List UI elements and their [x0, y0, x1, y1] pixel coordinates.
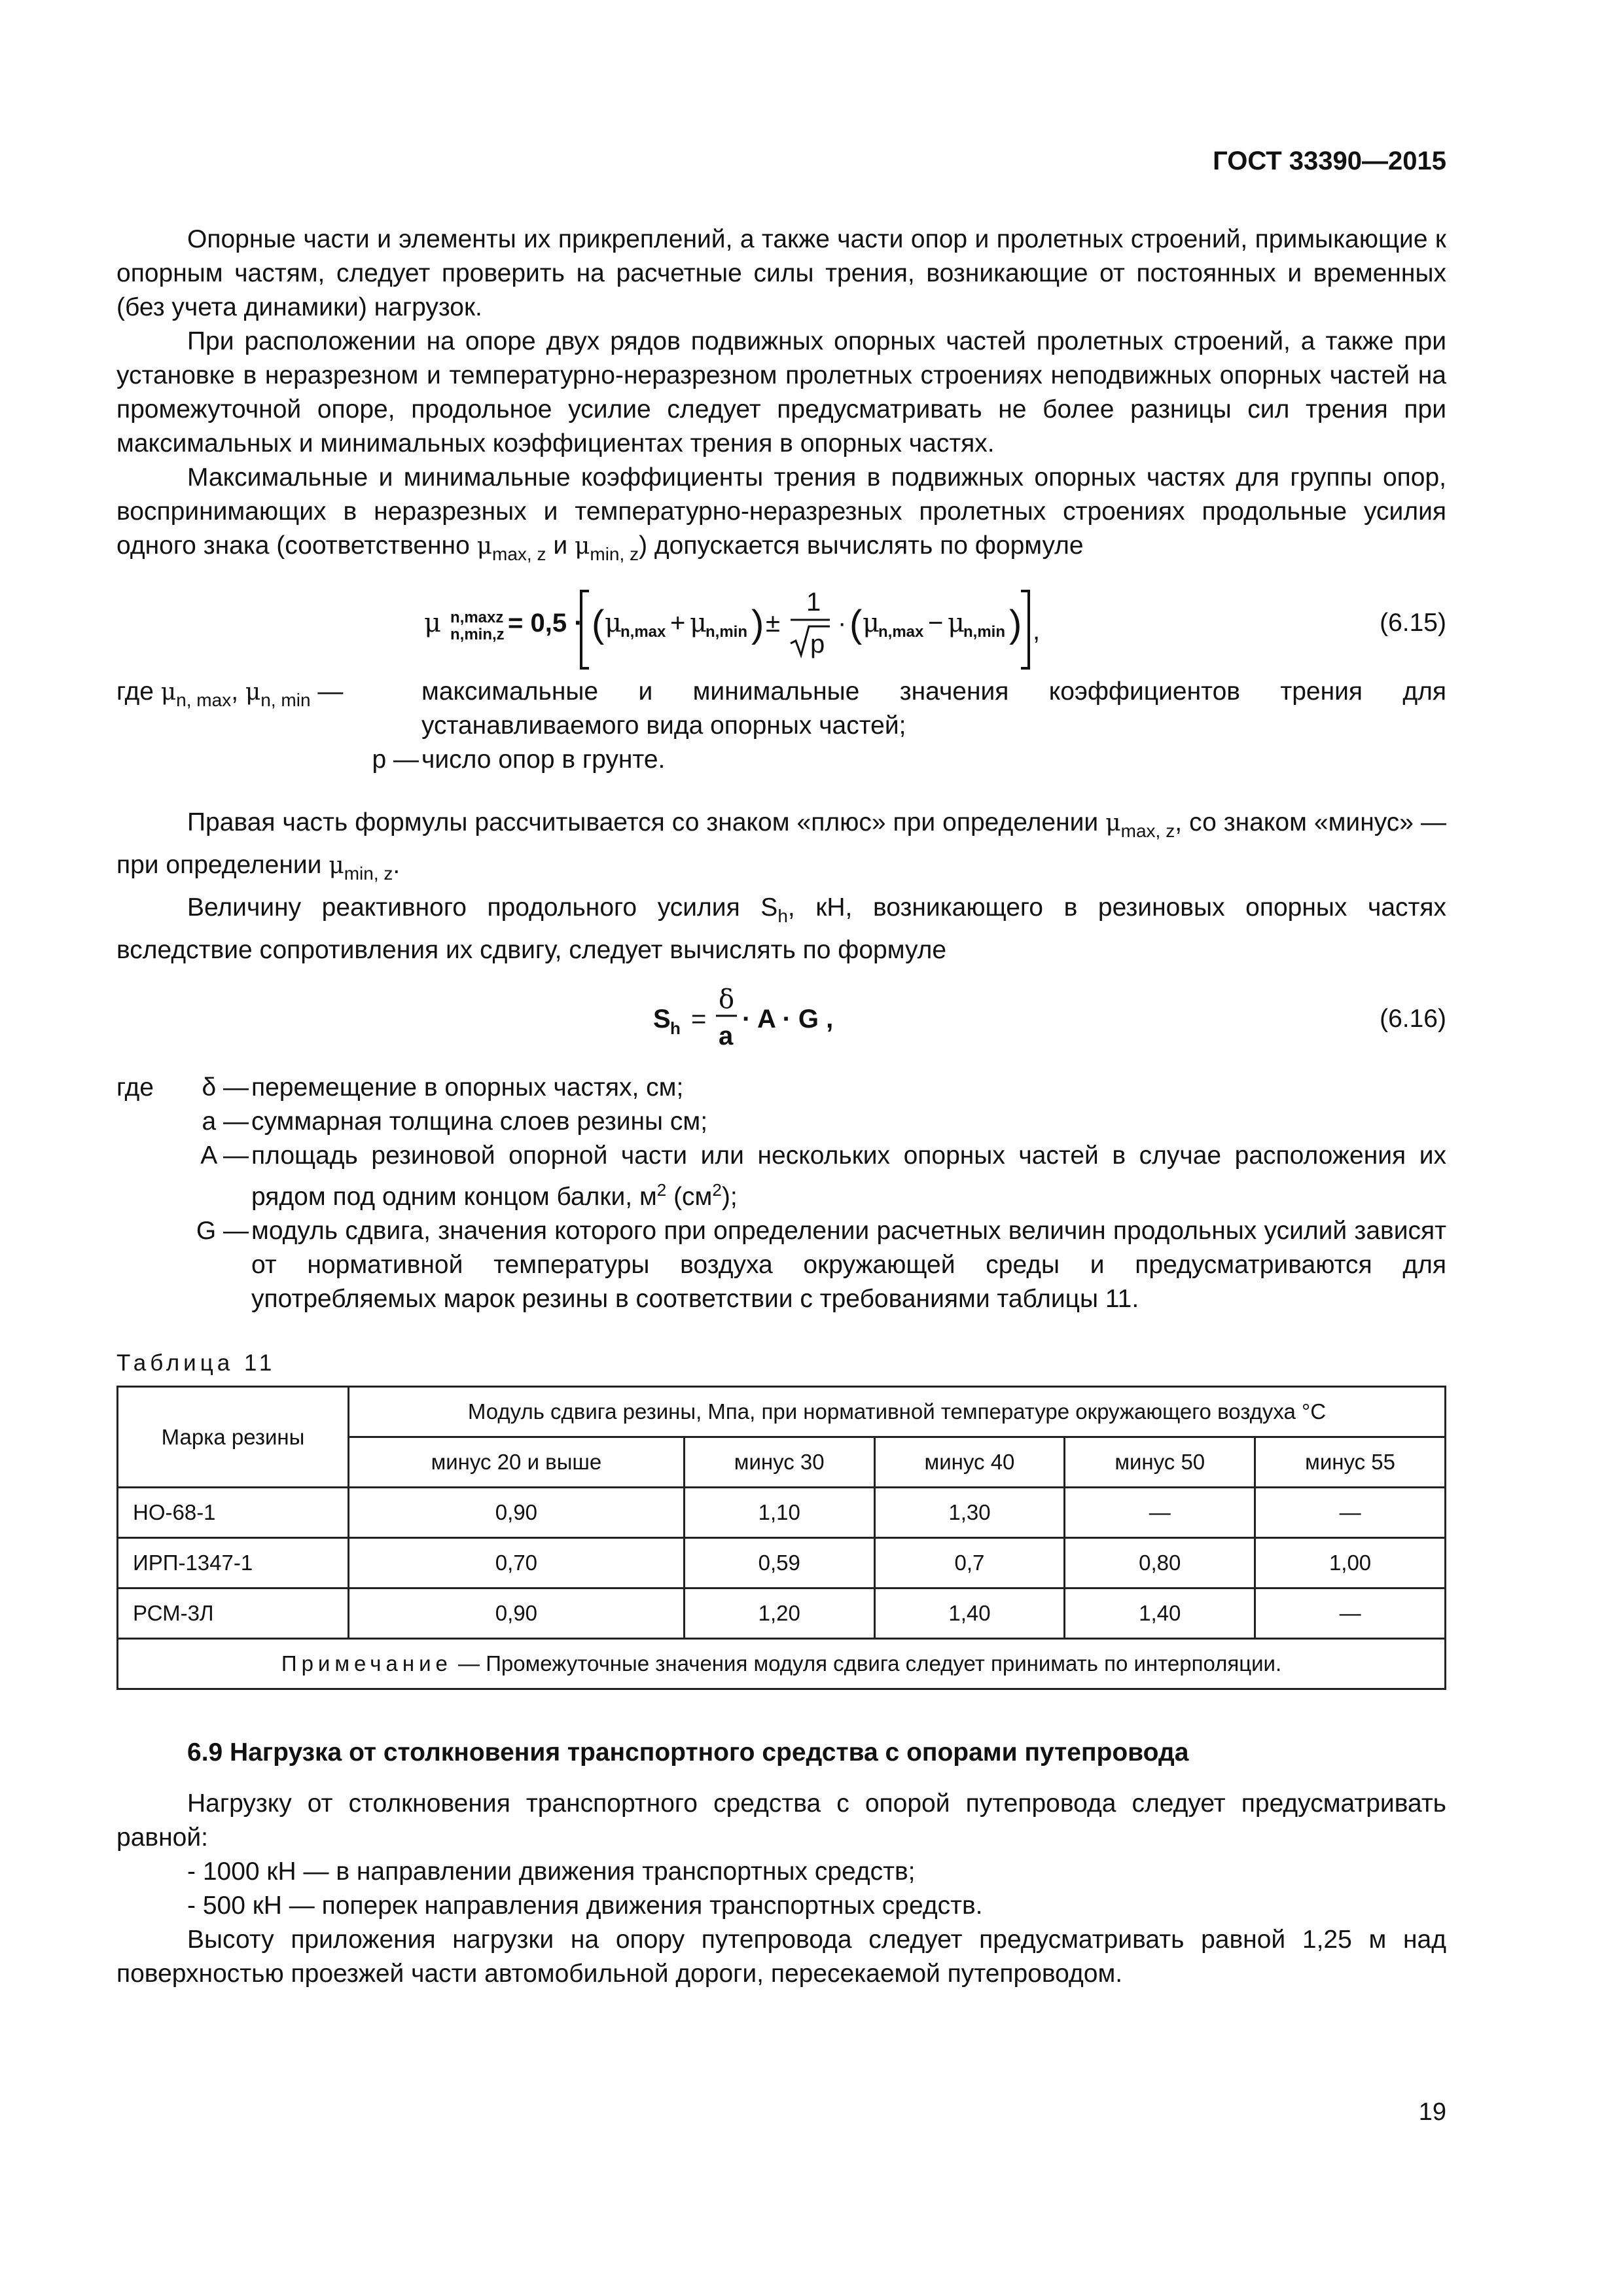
definitions-6-16	[116, 1071, 1446, 1316]
table-cell: —	[1255, 1488, 1446, 1538]
mu-symbol: μ	[329, 852, 344, 879]
subscript: max, z	[1120, 821, 1175, 841]
table-cell: 0,90	[349, 1488, 685, 1538]
mu-symbol: μ	[160, 679, 177, 706]
separator: ,	[231, 677, 239, 706]
paren: (	[592, 603, 605, 645]
table-cell: 0,70	[349, 1538, 685, 1588]
formula-6-15-graphic	[424, 571, 1131, 675]
formula-lhs: S	[653, 1005, 671, 1033]
superscript: 2	[656, 1180, 667, 1200]
formula-number: (6.16)	[1380, 1005, 1446, 1033]
column-header-temp: минус 20 и выше	[349, 1437, 685, 1488]
page-number: 19	[1418, 2098, 1446, 2126]
formula-rest: · A · G ,	[742, 1005, 834, 1033]
formula-mu: μ	[605, 608, 622, 638]
paragraph: При расположении на опоре двух рядов подвижных опорных частей пролетных строений, а также при установке в неразрезном и температурно-неразрезном пролетных строениях неподвижных опорных частей на промежуточной опоре, продольное усилие следует предусматривать не более разницы сил трения при максимальных и минимальных коэффициентах трения в опорных частях.	[116, 327, 1446, 457]
text: Правая часть формулы рассчитывается со знаком «плюс» при определении	[187, 808, 1099, 836]
text: и	[553, 531, 568, 560]
shear-modulus-table	[116, 1386, 1446, 1690]
column-header-temp: минус 30	[684, 1437, 874, 1488]
formula-mu: μ	[863, 608, 880, 638]
table-cell: —	[1255, 1588, 1446, 1639]
text: .	[393, 851, 401, 879]
formula-comma: ,	[1033, 617, 1041, 645]
table-cell: 0,59	[684, 1538, 874, 1588]
text: , со знаком «минус» — при определении	[116, 808, 1446, 879]
table-note-row	[118, 1639, 1446, 1689]
table-cell: 0,90	[349, 1588, 685, 1639]
table-cell: 1,20	[684, 1588, 874, 1639]
subscript: n, min	[260, 690, 311, 710]
definition-text: перемещение в опорных частях, см;	[251, 1073, 684, 1102]
list-item: - 500 кН — поперек направления движения транспортных средств.	[187, 1892, 983, 1920]
left-bracket	[581, 591, 589, 668]
table-note	[118, 1639, 1446, 1689]
definition-term: p —	[372, 745, 419, 774]
formula-frac-den: p	[810, 630, 825, 658]
column-header-temp: минус 50	[1065, 1437, 1255, 1488]
note-label: Примечание	[281, 1651, 452, 1676]
definition-text: суммарная толщина слоев резины см;	[251, 1107, 708, 1136]
table-cell-brand: РСМ-3Л	[118, 1588, 349, 1639]
formula-coef: = 0,5 ·	[508, 609, 583, 637]
paren: )	[751, 603, 764, 645]
subscript: min, z	[344, 863, 393, 884]
table-caption: Таблица 11	[116, 1350, 276, 1376]
formula-minus: −	[928, 609, 944, 637]
table-cell: 0,7	[874, 1538, 1065, 1588]
table-cell: 1,40	[1065, 1588, 1255, 1639]
table-cell: 1,40	[874, 1588, 1065, 1639]
table-row	[118, 1538, 1446, 1588]
formula-frac-num: 1	[806, 588, 821, 617]
text: Максимальные и минимальные коэффициенты трения в подвижных опорных частях для группы опор, воспринимающих в неразрезных и температурно-неразрезных пролетных строениях продольные усилия одного знака (соответственно	[116, 463, 1446, 560]
paren: )	[1009, 603, 1022, 645]
formula-dot: ·	[838, 609, 847, 637]
formula-mu: μ	[424, 608, 441, 638]
table-cell: 0,80	[1065, 1538, 1255, 1588]
formula-sub: n,max	[878, 623, 924, 641]
text: Величину реактивного продольного усилия S	[187, 893, 778, 922]
subscript: min, z	[590, 544, 639, 564]
table-cell: 1,10	[684, 1488, 874, 1538]
list-item: - 1000 кН — в направлении движения транспортных средств;	[187, 1857, 916, 1886]
subscript: h	[777, 906, 788, 926]
formula-sub-top: n,maxz	[450, 609, 504, 626]
paragraph: Высоту приложения нагрузки на опору путепровода следует предусматривать равной 1,25 м над поверхностью проезжей части автомобильной дороги, пересекаемой путепроводом.	[116, 1926, 1446, 1988]
definition-term: A —	[200, 1141, 249, 1170]
column-header-temp: минус 55	[1255, 1437, 1446, 1488]
mu-symbol: μ	[245, 679, 261, 706]
right-bracket	[1021, 591, 1029, 668]
definition-text: максимальные и минимальные значения коэффициентов трения для устанавливаемого вида опорных частей;	[421, 677, 1446, 740]
column-header-temp: минус 40	[874, 1437, 1065, 1488]
formula-sub: n,max	[620, 623, 666, 641]
formula-6-16-graphic	[653, 967, 889, 1071]
where-word: где	[116, 677, 154, 706]
formula-num: δ	[719, 984, 735, 1014]
definition-text	[251, 1139, 1446, 1214]
table-cell-brand: НО-68-1	[118, 1488, 349, 1538]
table-row	[118, 1488, 1446, 1538]
column-header-brand: Марка резины	[118, 1387, 349, 1488]
mu-symbol: μ	[574, 533, 590, 560]
section-title: 6.9 Нагрузка от столкновения транспортного средства с опорами путепровода	[187, 1738, 1189, 1767]
note-text: — Промежуточные значения модуля сдвига следует принимать по интерполяции.	[452, 1651, 1282, 1676]
formula-mu: μ	[948, 608, 965, 638]
definition-term: где $\mu_{n, max}$, $\mu_{n, min}$ —	[116, 677, 344, 710]
subscript: n, max	[176, 690, 232, 710]
formula-eq: =	[691, 1005, 707, 1033]
paragraph	[116, 891, 1446, 967]
formula-mu: μ	[690, 608, 707, 638]
formula-sub: n,min	[705, 623, 747, 641]
mu-symbol: μ	[476, 533, 493, 560]
text: (см	[666, 1183, 713, 1211]
group-header: Модуль сдвига резины, Мпа, при нормативной температуре окружающего воздуха °С	[349, 1387, 1446, 1437]
document-header: ГОСТ 33390—2015	[1213, 147, 1446, 175]
table-cell: 1,30	[874, 1488, 1065, 1538]
text: ) допускается вычислять по формуле	[639, 531, 1084, 560]
formula-plus: +	[670, 609, 686, 637]
where-word: где	[116, 1073, 154, 1102]
table-cell-brand: ИРП-1347-1	[118, 1538, 349, 1588]
subscript: max, z	[492, 544, 546, 564]
page-content	[116, 223, 1446, 1991]
formula-sub-bottom: n,min,z	[450, 626, 505, 643]
paragraph: Опорные части и элементы их прикреплений, а также части опор и пролетных строений, примыкающие к опорным частям, следует проверить на расчетные силы трения, возникающие от постоянных и временных (без учета динамики) нагрузок.	[116, 225, 1446, 321]
paragraph: Нагрузку от столкновения транспортного средства с опорой путепровода следует предусматривать равной:	[116, 1789, 1446, 1852]
paragraph	[116, 806, 1446, 891]
formula-number: (6.15)	[1380, 609, 1446, 637]
text: );	[721, 1183, 738, 1211]
definition-term: G —	[196, 1217, 249, 1245]
paren: (	[849, 603, 863, 645]
definition-term: a —	[202, 1107, 249, 1136]
superscript: 2	[712, 1180, 722, 1200]
table-header-row	[118, 1387, 1446, 1437]
formula-lhs-sub: h	[670, 1018, 681, 1038]
paragraph	[116, 461, 1446, 571]
table-cell: 1,00	[1255, 1538, 1446, 1588]
text: , кН, возникающего в резиновых опорных частях вследствие сопротивления их сдвигу, следует вычислять по формуле	[116, 893, 1446, 964]
formula-den: a	[719, 1022, 734, 1050]
text: площадь резиновой опорной части или нескольких опорных частей в случае расположения их рядом под одним концом балки, м	[251, 1141, 1446, 1211]
formula-6-16	[116, 967, 1446, 1071]
formula-6-15	[116, 571, 1446, 675]
table-cell: —	[1065, 1488, 1255, 1538]
definition-text: модуль сдвига, значения которого при определении расчетных величин продольных усилий зависят от нормативной температуры воздуха окружающей среды и предусматриваются для употребляемых марок резины в соответствии с требованиями таблицы 11.	[251, 1217, 1446, 1313]
formula-sub: n,min	[963, 623, 1005, 641]
definitions-6-15	[116, 675, 1446, 777]
mu-symbol: μ	[1105, 810, 1121, 836]
formula-pm: ±	[766, 609, 780, 637]
definition-term: δ —	[202, 1073, 249, 1102]
definition-text: число опор в грунте.	[421, 745, 666, 774]
table-row	[118, 1588, 1446, 1639]
